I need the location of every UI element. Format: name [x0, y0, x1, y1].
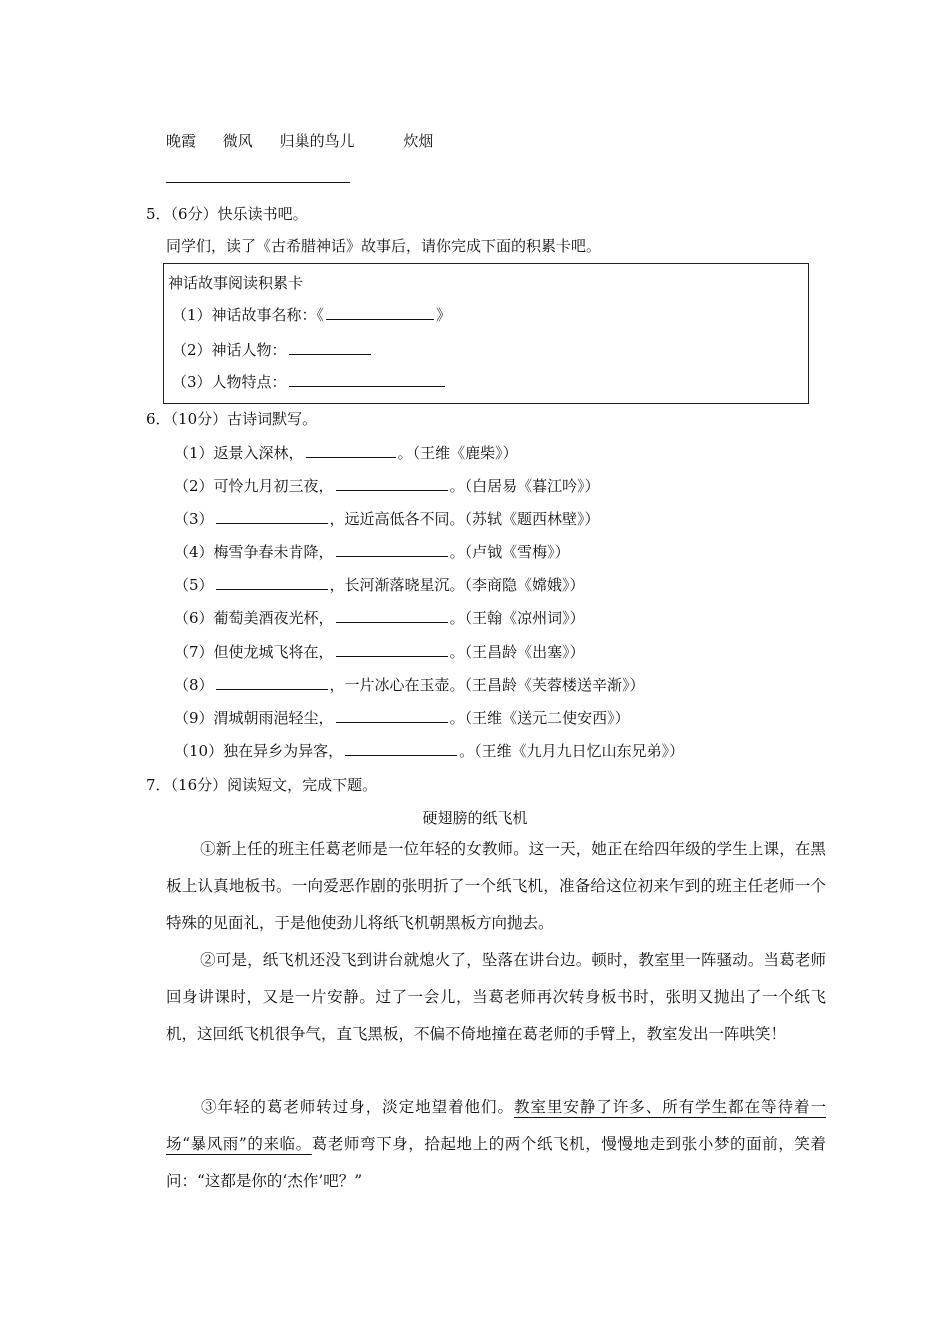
word-item: 微风	[222, 132, 253, 150]
word-item: 晚霞	[166, 132, 197, 150]
q5-header: 5．（6分）快乐读书吧。	[146, 205, 308, 223]
character-blank[interactable]	[289, 340, 371, 355]
word-list	[166, 130, 433, 151]
word-item: 炊烟	[403, 132, 434, 150]
reading-card	[163, 263, 809, 404]
poem-blank[interactable]	[336, 542, 448, 557]
poem-item: （8） ，一片冰心在玉壶。（王昌龄《芙蓉楼送辛渐》）	[174, 676, 645, 694]
poem-blank[interactable]	[336, 642, 448, 657]
poem-item: （6）葡萄美酒夜光杯， 。（王翰《凉州词》）	[174, 609, 585, 627]
poem-blank[interactable]	[216, 509, 328, 524]
q6-header: 6．（10分）古诗词默写。	[146, 410, 318, 428]
story-name-blank[interactable]	[326, 305, 434, 320]
poem-item: （1）返景入深林， 。（王维《鹿柴》）	[174, 444, 518, 462]
card-item-character: （2）神话人物：	[172, 339, 373, 360]
q5-intro: 同学们，读了《古希腊神话》故事后，请你完成下面的积累卡吧。	[166, 237, 602, 255]
article-paragraph-2: ②可是，纸飞机还没飞到讲台就熄火了，坠落在讲台边。顿时，教室里一阵骚动。当葛老师回身讲课时，又是一片安静。过了一会儿，当葛老师再次转身板书时，张明又抛出了一个纸飞机，这回纸飞机很争气，直飞黑板，不偏不倚地撞在葛老师的手臂上，教室发出一阵哄笑！	[166, 951, 826, 1043]
underlined-sentence: 教室里安静了许多、所有学生都在等待着一场“暴风雨”的来临。	[166, 1098, 826, 1153]
q7-header: 7．（16分）阅读短文，完成下题。	[146, 776, 378, 794]
poem-blank[interactable]	[336, 476, 448, 491]
article-paragraph-3: ③年轻的葛老师转过身，淡定地望着他们。教室里安静了许多、所有学生都在等待着一场“暴风雨”的来临。葛老师弯下身，拾起地上的两个纸飞机，慢慢地走到张小梦的面前，笑着问：“这都是你的‘杰作’吧？”	[166, 1098, 826, 1190]
poem-item: （10）独在异乡为异客， 。（王维《九月九日忆山东兄弟》）	[174, 742, 685, 760]
poem-item: （4）梅雪争春未肯降， 。（卢钺《雪梅》）	[174, 543, 570, 561]
poem-item: （5） ，长河渐落晓星沉。（李商隐《嫦娥》）	[174, 576, 585, 594]
poem-blank[interactable]	[336, 708, 448, 723]
trait-blank[interactable]	[289, 372, 445, 387]
poem-item: （9）渭城朝雨浥轻尘， 。（王维《送元二使安西》）	[174, 709, 630, 727]
card-item-trait: （3）人物特点：	[172, 371, 447, 392]
poem-blank[interactable]	[336, 608, 448, 623]
article-paragraph-1: ①新上任的班主任葛老师是一位年轻的女教师。这一天，她正在给四年级的学生上课，在黑板上认真地板书。一向爱恶作剧的张明折了一个纸飞机，准备给这位初来乍到的班主任老师一个特殊的见面礼，于是他使劲儿将纸飞机朝黑板方向抛去。	[166, 840, 826, 932]
poem-blank[interactable]	[345, 741, 457, 756]
poem-item: （3） ，远近高低各不同。（苏轼《题西林壁》）	[174, 510, 600, 528]
poem-item: （7）但使龙城飞将在， 。（王昌龄《出塞》）	[174, 643, 585, 661]
article-title: 硬翅膀的纸飞机	[422, 809, 528, 827]
answer-line[interactable]	[166, 182, 350, 183]
card-title: 神话故事阅读积累卡	[168, 274, 304, 292]
word-item: 归巢的鸟儿	[279, 132, 355, 150]
poem-item: （2）可怜九月初三夜， 。（白居易《暮江吟》）	[174, 477, 600, 495]
poem-blank[interactable]	[306, 443, 396, 458]
poem-blank[interactable]	[216, 675, 328, 690]
poem-blank[interactable]	[216, 575, 328, 590]
card-item-story-name: （1）神话故事名称：《 》	[172, 306, 452, 324]
